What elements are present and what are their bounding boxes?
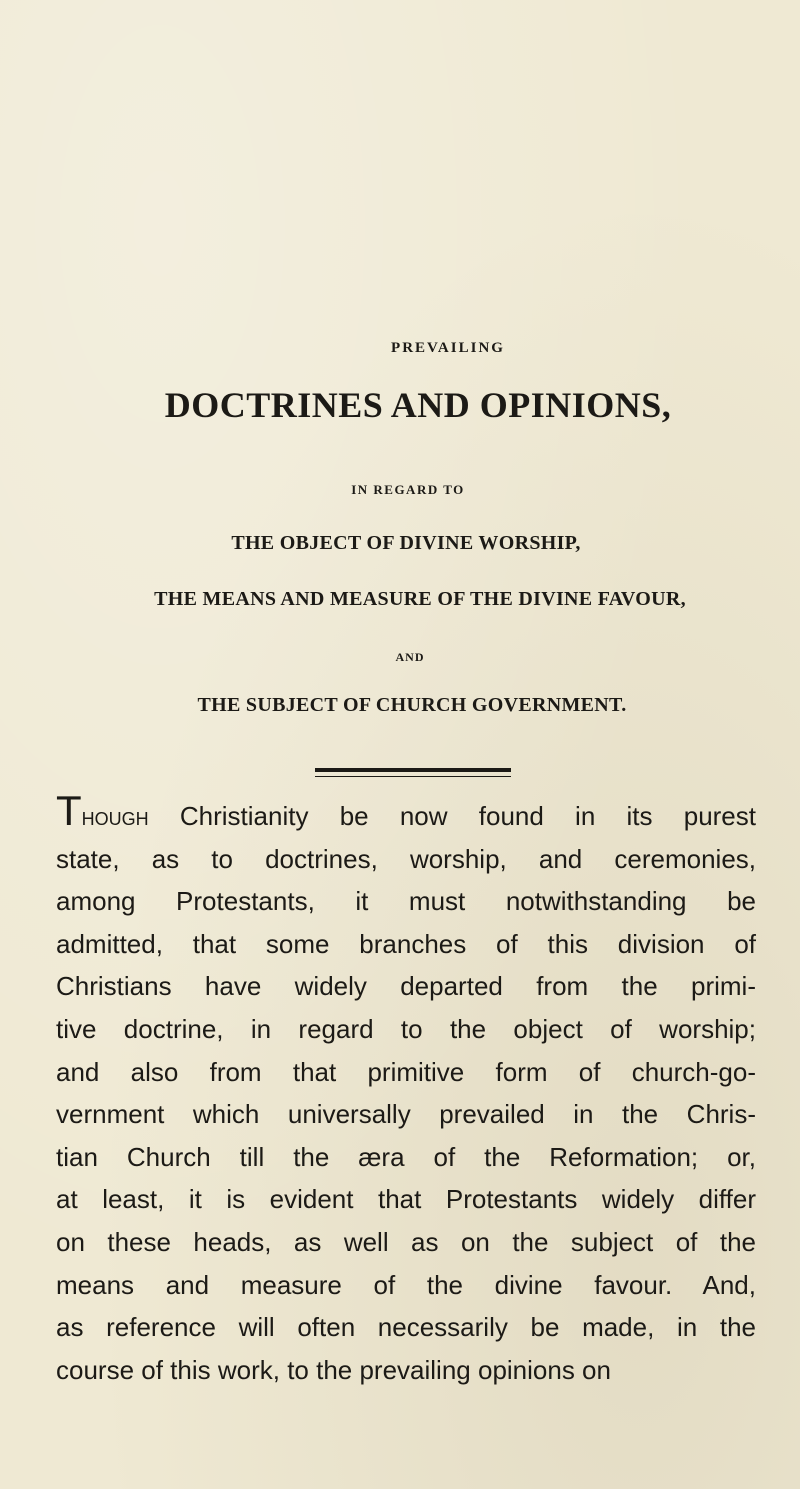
heading-and: AND <box>395 650 425 664</box>
body-line: tian Church till the æra of the Reformation; or, <box>56 1141 756 1172</box>
body-line: admitted, that some branches of this division of <box>56 928 756 959</box>
body-line: on these heads, as well as on the subject of the <box>56 1226 756 1257</box>
body-paragraph <box>56 787 756 1391</box>
body-line: tive doctrine, in regard to the object of worship; <box>56 1013 756 1044</box>
first-word-rest: hough <box>81 801 149 831</box>
divider-thin <box>315 776 511 777</box>
body-line: and also from that primitive form of church-go- <box>56 1056 756 1087</box>
heading-object: THE OBJECT OF DIVINE WORSHIP, <box>231 532 581 554</box>
body-line: means and measure of the divine favour. And, <box>56 1269 756 1300</box>
body-line: course of this work, to the prevailing opinions on <box>56 1354 611 1385</box>
body-line: vernment which universally prevailed in the Chris- <box>56 1099 756 1130</box>
body-line <box>56 787 756 838</box>
body-line: as reference will often necessarily be made, in the <box>56 1312 756 1343</box>
heading-doctrines: DOCTRINES AND OPINIONS, <box>164 385 672 425</box>
body-line-text: Christianity be now found in its purest <box>148 801 756 831</box>
drop-cap: T <box>56 787 82 834</box>
body-line: Christians have widely departed from the primi- <box>56 971 756 1002</box>
heading-in-regard: IN REGARD TO <box>351 482 465 497</box>
heading-prevailing: PREVAILING <box>391 340 505 356</box>
body-line: among Protestants, it must notwithstanding be <box>56 886 756 917</box>
divider-thick <box>315 768 511 772</box>
heading-means: THE MEANS AND MEASURE OF THE DIVINE FAVOUR, <box>154 588 686 610</box>
heading-subject: THE SUBJECT OF CHURCH GOVERNMENT. <box>197 694 627 716</box>
body-line: at least, it is evident that Protestants widely differ <box>56 1184 756 1215</box>
body-line: state, as to doctrines, worship, and ceremonies, <box>56 843 756 874</box>
